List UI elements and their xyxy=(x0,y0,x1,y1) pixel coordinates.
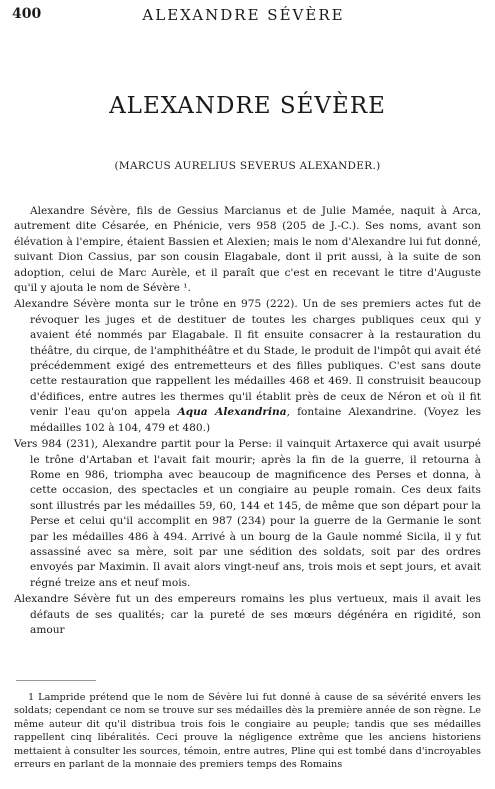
aqua-alexandrina-name: Aqua Alexandrina xyxy=(177,406,287,419)
paragraph-reign xyxy=(14,297,481,436)
paragraph-character: Alexandre Sévère fut un des empereurs romains les plus vertueux, mais il avait les défauts de ses qualités; car la pureté de ses mœurs dégénéra en rigidité, son amour xyxy=(14,593,481,636)
paragraph-persia: Vers 984 (231), Alexandre partit pour la Perse: il vainquit Artaxerce qui avait usurpé le trône d'Artaban et l'avait fait mourir; après la fin de la guerre, il retourna à Rome en 986, triompha avec beaucoup de magnificence des Perses et donna, à cette occasion, des spectacles et un congiaire au peuple romain. Ces deux faits sont illustrés par les médailles 59, 60, 144 et 145, de même que son départ pour la Perse et celui qu'il accomplit en 987 (234) pour la guerre de la Germanie le sont par les médailles 486 à 494. Arrivé à un bourg de la Gaule nommé Sicila, il y fut assassiné avec sa mère, soit par une sédition des soldats, soit par des ordres envoyés par Maximin. Il avait alors vingt-neuf ans, trois mois et sept jours, et avait régné treize ans et neuf mois. xyxy=(14,438,481,589)
chapter-title: ALEXANDRE SÉVÈRE xyxy=(109,93,386,119)
footnote-rule xyxy=(16,680,96,681)
footnote: 1 Lampride prétend que le nom de Sévère lui fut donné à cause de sa sévérité envers les soldats; cependant ce nom se trouve sur ses médailles dès la première année de son règne. Le même auteur dit qu'il distribua trois fois le congiaire au peuple; tandis que ses médailles rappellent cinq libéralités. Ceci prouve la négligence extrême que les anciens historiens mettaient à consulter les sources, témoin, entre autres, Pline qui est tombé dans d'incroyables erreurs en parlant de la monnaie des premiers temps des Romains xyxy=(14,692,481,771)
running-header xyxy=(12,6,475,26)
running-title: ALEXANDRE SÉVÈRE xyxy=(142,6,345,24)
page-number: 400 xyxy=(12,6,42,22)
chapter-subtitle: (MARCUS AURELIUS SEVERUS ALEXANDER.) xyxy=(114,160,381,172)
paragraph-birth: Alexandre Sévère, fils de Gessius Marcianus et de Julie Mamée, naquit à Arca, autrement dite Césarée, en Phénicie, vers 958 (205 de J.-C.). Ses noms, avant son élévation à l'empire, étaient Bassien et Alexien; mais le nom d'Alexandre lui fut donné, suivant Dion Cassius, par son cousin Elagabale, dont il prit aussi, à la suite de son adoption, celui de Marc Aurèle, et il paraît que c'est en recevant le titre d'Auguste qu'il y ajouta le nom de Sévère ¹. xyxy=(14,205,481,295)
body-text xyxy=(14,204,481,639)
paragraph-reign-tail: , fontaine Alexandrine. (Voyez les médailles 102 à 104, 479 et 480.) xyxy=(30,406,482,434)
paragraph-reign-text: Alexandre Sévère monta sur le trône en 975 (222). Un de ses premiers actes fut de révoquer les juges et de destituer de toutes les charges publiques ceux qui y avaient été nommés par Elagabale. Il fit ensuite consacrer à la restauration du théâtre, du cirque, de l'amphithéâtre et du Stade, le produit de l'impôt qui avait été précédemment exigé des entremetteurs et des filles publiques. C'est sans doute cette restauration que rappellent les médailles 468 et 469. Il construisit beaucoup d'édifices, entre autres les thermes qu'il établit près de ceux de Néron et où il fit venir l'eau qu'on appela xyxy=(14,298,481,419)
